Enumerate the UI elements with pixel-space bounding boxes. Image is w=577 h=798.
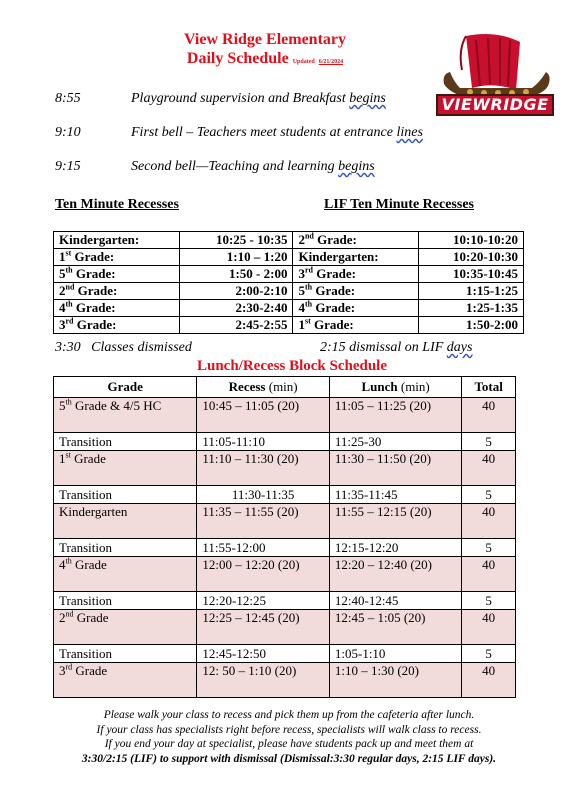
lunch-grade: 5th Grade & 4/5 HC	[54, 398, 197, 433]
lunch-grade: Kindergarten	[54, 504, 197, 539]
recess-grade: 1st Grade:	[54, 249, 180, 266]
recess-time: 2:00-2:10	[179, 283, 293, 300]
lunch-title: Lunch/Recess Block Schedule	[196, 358, 388, 374]
footer-line: If your class has specialists right before recess, specialists will walk class to recess.	[96, 723, 482, 736]
recess-grade: 2nd Grade:	[54, 283, 180, 300]
schedule-item: First bell – Teachers meet students at entrance lines	[131, 125, 423, 140]
lunch-time: 1:10 – 1:30 (20)	[329, 663, 461, 698]
recess-time: 2:30-2:40	[179, 300, 293, 317]
recess-grade: 4th Grade:	[54, 300, 180, 317]
transition-row	[54, 539, 516, 557]
school-name: View Ridge Elementary	[183, 31, 347, 48]
lunch-total: 40	[462, 451, 516, 486]
lunch-total: 40	[462, 610, 516, 645]
lunch-row	[54, 663, 516, 698]
transition-row	[54, 486, 516, 504]
lif-grade: 3rd Grade:	[293, 266, 419, 283]
lunch-grade: Transition	[54, 645, 197, 663]
lunch-row	[54, 504, 516, 539]
lunch-row	[54, 398, 516, 433]
recess-row	[54, 300, 524, 317]
lunch-recess-time: 11:10 – 11:30 (20)	[197, 451, 329, 486]
lunch-grade: 4th Grade	[54, 557, 197, 592]
lunch-table	[53, 376, 516, 698]
lunch-time: 11:55 – 12:15 (20)	[329, 504, 461, 539]
schedule-item: Second bell—Teaching and learning begins	[131, 159, 375, 174]
recess-time: 1:10 – 1:20	[179, 249, 293, 266]
recess-row	[54, 249, 524, 266]
col-total: Total	[462, 377, 516, 398]
lif-time: 1:50-2:00	[419, 317, 524, 334]
lunch-total: 40	[462, 663, 516, 698]
lunch-row	[54, 557, 516, 592]
col-lunch: Lunch (min)	[329, 377, 461, 398]
lunch-total: 5	[462, 539, 516, 557]
dismissal-lif: 2:15 dismissal on LIF days	[320, 340, 473, 355]
footer-notes	[50, 708, 528, 766]
lunch-time: 11:30 – 11:50 (20)	[329, 451, 461, 486]
lunch-total: 5	[462, 645, 516, 663]
schedule-item: Playground supervision and Breakfast begins	[131, 91, 386, 106]
lunch-row	[54, 451, 516, 486]
lunch-recess-time: 10:45 – 11:05 (20)	[197, 398, 329, 433]
recess-time: 1:50 - 2:00	[179, 266, 293, 283]
logo-text: VIEWRIDGE	[436, 94, 554, 116]
recess-header-left: Ten Minute Recesses	[55, 197, 179, 212]
lunch-grade: Transition	[54, 486, 197, 504]
lunch-time: 11:25-30	[329, 433, 461, 451]
lif-time: 10:10-10:20	[419, 232, 524, 249]
recess-row	[54, 266, 524, 283]
lunch-grade: 2nd Grade	[54, 610, 197, 645]
lunch-recess-time: 11:05-11:10	[197, 433, 329, 451]
transition-row	[54, 645, 516, 663]
lunch-time: 12:45 – 1:05 (20)	[329, 610, 461, 645]
lif-time: 1:15-1:25	[419, 283, 524, 300]
recess-time: 2:45-2:55	[179, 317, 293, 334]
lif-grade: 1st Grade:	[293, 317, 419, 334]
lif-grade: 4th Grade:	[293, 300, 419, 317]
lunch-recess-time: 11:55-12:00	[197, 539, 329, 557]
lunch-time: 11:35-11:45	[329, 486, 461, 504]
page-title	[150, 50, 380, 68]
lunch-recess-time: 12: 50 – 1:10 (20)	[197, 663, 329, 698]
lunch-row	[54, 610, 516, 645]
lunch-total: 40	[462, 398, 516, 433]
school-logo	[436, 30, 554, 118]
lunch-recess-time: 12:20-12:25	[197, 592, 329, 610]
schedule-time: 9:15	[55, 159, 81, 174]
lunch-recess-time: 12:45-12:50	[197, 645, 329, 663]
recess-row	[54, 283, 524, 300]
lunch-total: 5	[462, 486, 516, 504]
lif-grade: 5th Grade:	[293, 283, 419, 300]
lunch-grade: 1st Grade	[54, 451, 197, 486]
lunch-grade: Transition	[54, 539, 197, 557]
lunch-recess-time: 12:25 – 12:45 (20)	[197, 610, 329, 645]
recess-row	[54, 232, 524, 249]
col-grade: Grade	[54, 377, 197, 398]
recess-grade: 3rd Grade:	[54, 317, 180, 334]
lif-time: 1:25-1:35	[419, 300, 524, 317]
lunch-total: 5	[462, 592, 516, 610]
recess-table	[53, 231, 524, 334]
lunch-header-row	[54, 377, 516, 398]
lif-grade: Kindergarten:	[293, 249, 419, 266]
schedule-time: 9:10	[55, 125, 81, 140]
transition-row	[54, 433, 516, 451]
lunch-time: 12:20 – 12:40 (20)	[329, 557, 461, 592]
recess-header-right: LIF Ten Minute Recesses	[324, 197, 474, 212]
lunch-grade: Transition	[54, 433, 197, 451]
lunch-time: 1:05-1:10	[329, 645, 461, 663]
page-title-text: Daily Schedule	[186, 50, 289, 67]
lunch-time: 11:05 – 11:25 (20)	[329, 398, 461, 433]
lunch-total: 5	[462, 433, 516, 451]
lif-grade: 2nd Grade:	[293, 232, 419, 249]
footer-line: If you end your day at specialist, please have students pack up and meet them at	[104, 738, 474, 750]
footer-line-bold: 3:30/2:15 (LIF) to support with dismissal (Dismissal:3:30 regular days, 2:15 LIF days).	[81, 752, 497, 765]
lunch-recess-time: 12:00 – 12:20 (20)	[197, 557, 329, 592]
schedule-time: 8:55	[55, 91, 81, 106]
lif-time: 10:35-10:45	[419, 266, 524, 283]
recess-grade: 5th Grade:	[54, 266, 180, 283]
transition-row	[54, 592, 516, 610]
lunch-recess-time: 11:30-11:35	[197, 486, 329, 504]
updated-label: Updated	[292, 59, 315, 65]
recess-row	[54, 317, 524, 334]
dismissal-regular: 3:30 Classes dismissed	[55, 340, 192, 355]
updated-date: 6/21/2024	[318, 59, 344, 65]
lif-time: 10:20-10:30	[419, 249, 524, 266]
recess-time: 10:25 - 10:35	[179, 232, 293, 249]
lunch-time: 12:40-12:45	[329, 592, 461, 610]
footer-line: Please walk your class to recess and pick them up from the cafeteria after lunch.	[103, 709, 475, 721]
lunch-grade: Transition	[54, 592, 197, 610]
col-recess: Recess (min)	[197, 377, 329, 398]
lunch-total: 40	[462, 504, 516, 539]
lunch-recess-time: 11:35 – 11:55 (20)	[197, 504, 329, 539]
lunch-total: 40	[462, 557, 516, 592]
lunch-grade: 3rd Grade	[54, 663, 197, 698]
recess-grade: Kindergarten:	[54, 232, 180, 249]
lunch-time: 12:15-12:20	[329, 539, 461, 557]
